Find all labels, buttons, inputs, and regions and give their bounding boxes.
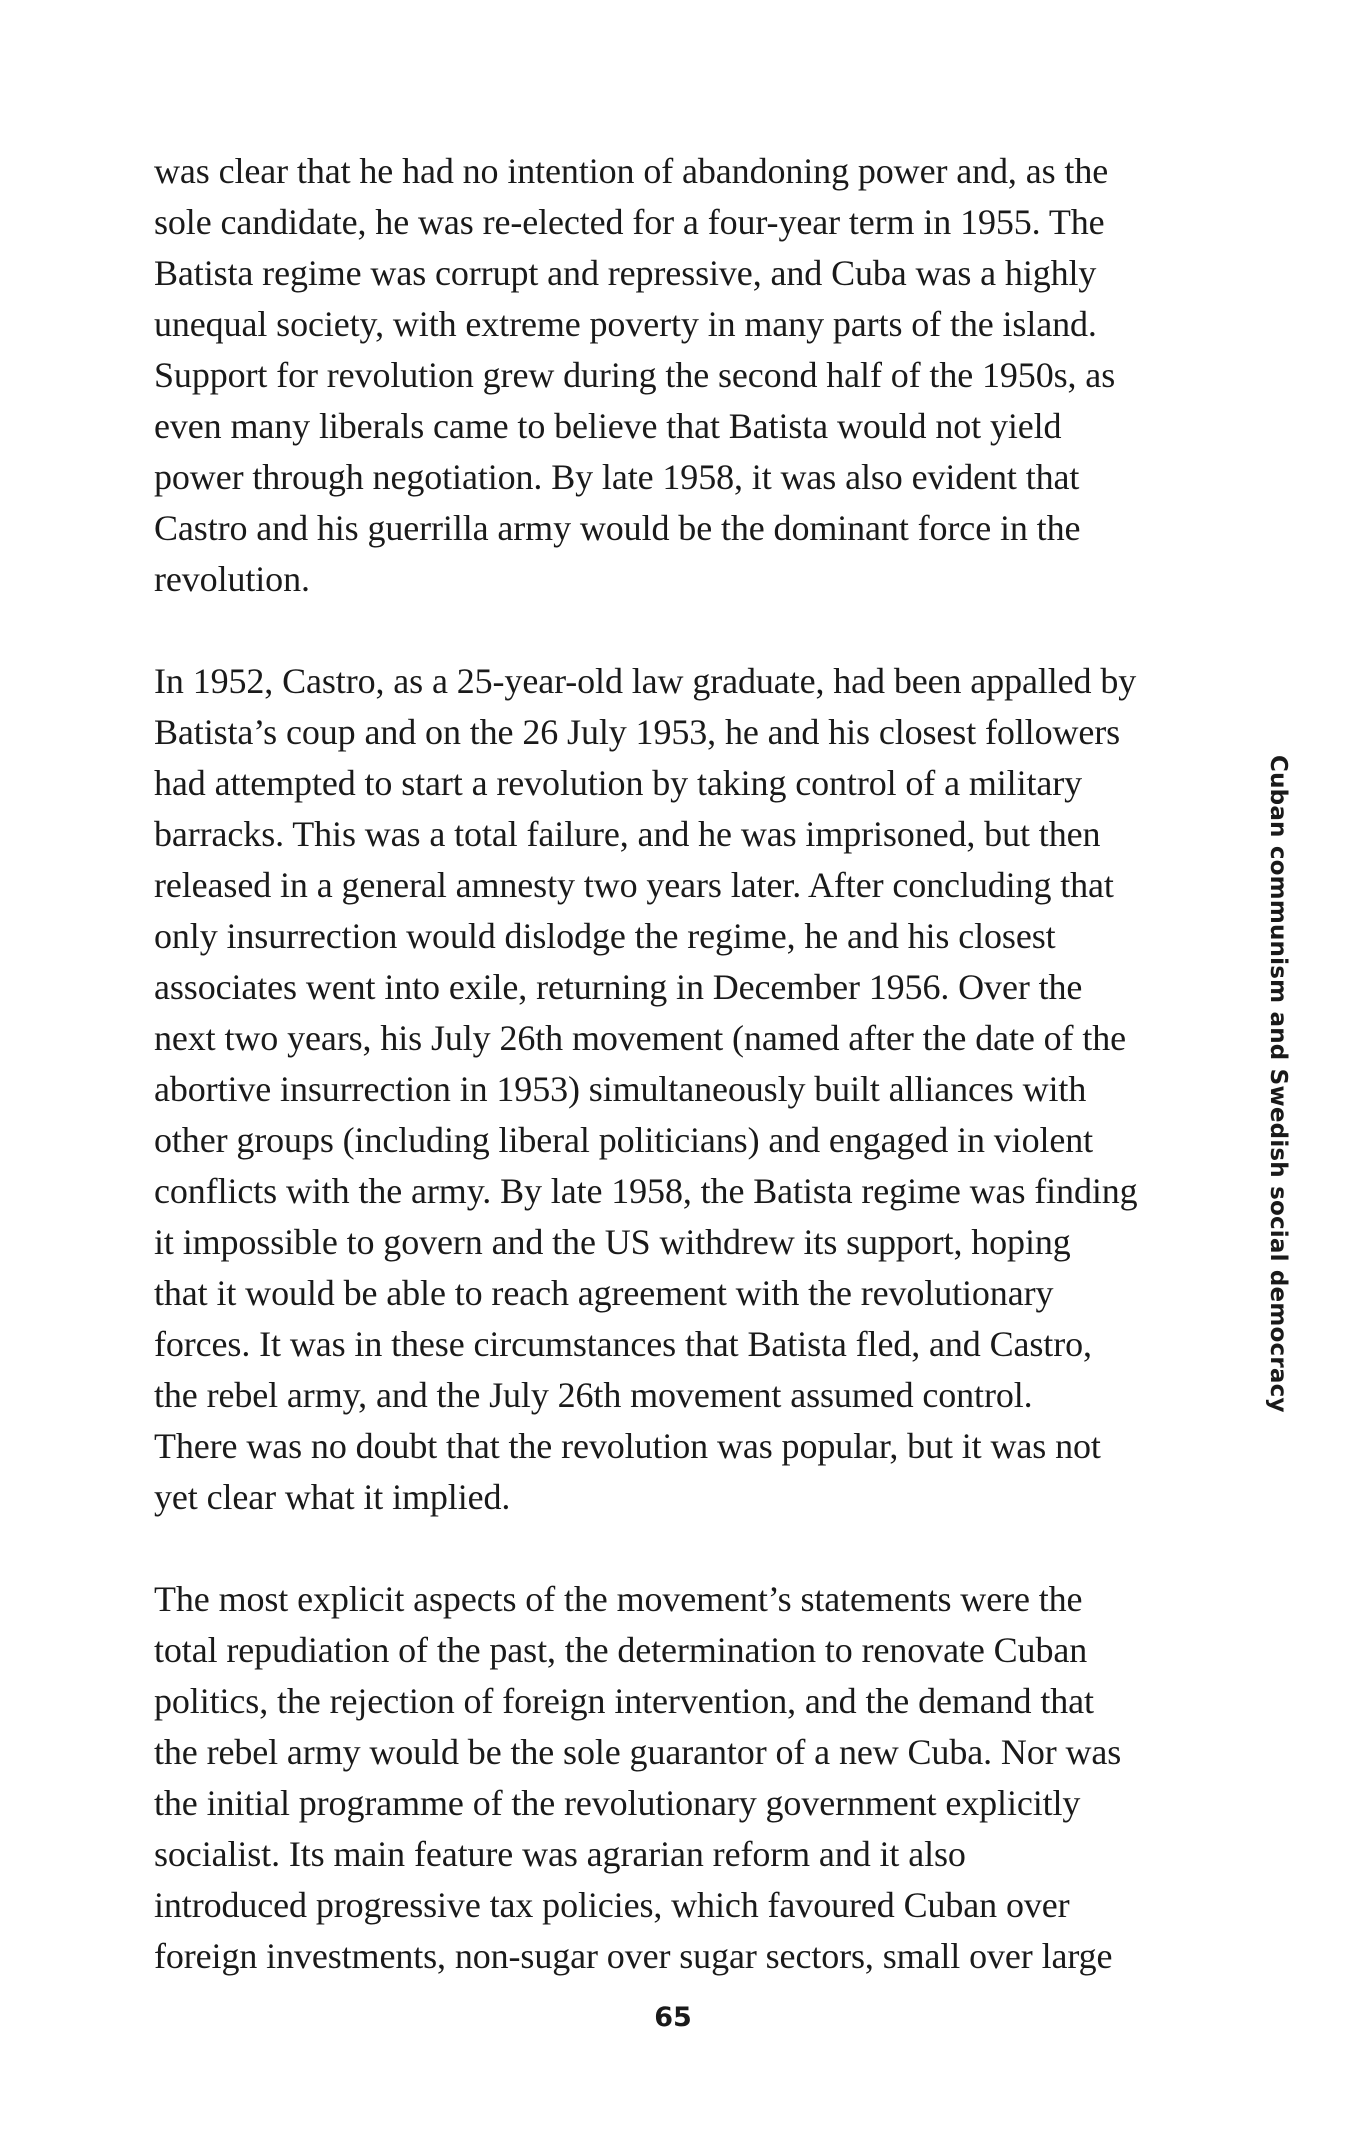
body-text — [154, 146, 1224, 1982]
text-line: yet clear what it implied. — [154, 1477, 511, 1517]
text-line: total repudiation of the past, the determination to renovate Cuban — [154, 1630, 1088, 1670]
text-line: Batista’s coup and on the 26 July 1953, he and his closest followers — [154, 712, 1121, 752]
text-line: the rebel army would be the sole guarantor of a new Cuba. Nor was — [154, 1732, 1122, 1772]
text-line: Batista regime was corrupt and repressive, and Cuba was a highly — [154, 253, 1097, 293]
text-line: revolution. — [154, 559, 310, 599]
text-line: politics, the rejection of foreign intervention, and the demand that — [154, 1681, 1094, 1721]
paragraph-2 — [154, 656, 1224, 1523]
text-line: introduced progressive tax policies, which favoured Cuban over — [154, 1885, 1070, 1925]
text-line: barracks. This was a total failure, and he was imprisoned, but then — [154, 814, 1101, 854]
text-line: There was no doubt that the revolution was popular, but it was not — [154, 1426, 1101, 1466]
text-line: conflicts with the army. By late 1958, the Batista regime was finding — [154, 1171, 1138, 1211]
text-line: only insurrection would dislodge the regime, he and his closest — [154, 916, 1056, 956]
text-line: abortive insurrection in 1953) simultaneously built alliances with — [154, 1069, 1087, 1109]
text-line: Support for revolution grew during the second half of the 1950s, as — [154, 355, 1116, 395]
text-line: was clear that he had no intention of abandoning power and, as the — [154, 151, 1109, 191]
text-line: other groups (including liberal politicians) and engaged in violent — [154, 1120, 1094, 1160]
text-line: forces. It was in these circumstances that Batista fled, and Castro, — [154, 1324, 1092, 1364]
paragraph-1 — [154, 146, 1224, 605]
text-line: In 1952, Castro, as a 25-year-old law graduate, had been appalled by — [154, 661, 1137, 701]
text-line: it impossible to govern and the US withdrew its support, hoping — [154, 1222, 1071, 1262]
text-line: The most explicit aspects of the movement’s statements were the — [154, 1579, 1083, 1619]
text-line: sole candidate, he was re-elected for a four-year term in 1955. The — [154, 202, 1105, 242]
text-line: had attempted to start a revolution by taking control of a military — [154, 763, 1083, 803]
text-line: the initial programme of the revolutionary government explicitly — [154, 1783, 1081, 1823]
text-line: unequal society, with extreme poverty in many parts of the island. — [154, 304, 1097, 344]
text-line: Castro and his guerrilla army would be the dominant force in the — [154, 508, 1081, 548]
text-line: released in a general amnesty two years later. After concluding that — [154, 865, 1114, 905]
text-line: even many liberals came to believe that Batista would not yield — [154, 406, 1062, 446]
text-line: the rebel army, and the July 26th movement assumed control. — [154, 1375, 1033, 1415]
text-line: socialist. Its main feature was agrarian reform and it also — [154, 1834, 966, 1874]
paragraph-3 — [154, 1574, 1224, 1982]
text-line: power through negotiation. By late 1958, it was also evident that — [154, 457, 1080, 497]
text-line: that it would be able to reach agreement with the revolutionary — [154, 1273, 1054, 1313]
running-head: Cuban communism and Swedish social democracy — [1265, 755, 1291, 1413]
text-line: next two years, his July 26th movement (named after the date of the — [154, 1018, 1127, 1058]
text-line: associates went into exile, returning in December 1956. Over the — [154, 967, 1083, 1007]
text-line: foreign investments, non-sugar over sugar sectors, small over large — [154, 1936, 1113, 1976]
page-number: 65 — [654, 2002, 692, 2033]
